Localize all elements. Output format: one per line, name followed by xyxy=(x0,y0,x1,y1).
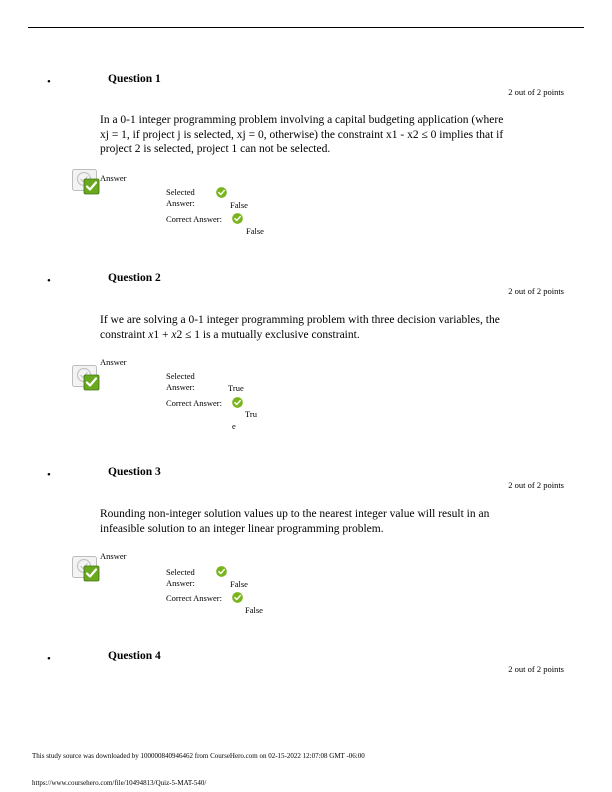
source-url-link[interactable]: https://www.coursehero.com/file/10494813/Quiz-5-MAT-540/ xyxy=(32,779,207,787)
answer-status-icon xyxy=(72,169,100,195)
question-text xyxy=(100,113,540,157)
question-text-line: constraint x1 + x2 ≤ 1 is a mutually exclusive constraint. xyxy=(100,328,360,341)
answer-label: Answer xyxy=(100,551,127,561)
question-points: 2 out of 2 points xyxy=(508,664,564,674)
question-text xyxy=(100,507,540,536)
question-text-line: infeasible solution to an integer linear programming problem. xyxy=(100,522,384,535)
selected-answer-label: Selected Answer: xyxy=(166,567,195,588)
top-rule xyxy=(28,27,584,28)
question-points: 2 out of 2 points xyxy=(508,87,564,97)
question-text-line: Rounding non-integer solution values up to the nearest integer value will result in an xyxy=(100,508,490,520)
correct-answer-label: Correct Answer: xyxy=(166,593,222,603)
correct-answer-value: False xyxy=(245,605,263,615)
correct-answer-label: Correct Answer: xyxy=(166,214,222,224)
correct-check-icon xyxy=(232,592,243,603)
selected-answer-label: Selected Answer: xyxy=(166,371,195,392)
bullet: • xyxy=(47,275,51,287)
selected-answer-value: True xyxy=(228,383,244,393)
question-text xyxy=(100,313,540,342)
answer-label: Answer xyxy=(100,357,127,367)
question-points: 2 out of 2 points xyxy=(508,480,564,490)
question-title: Question 4 xyxy=(108,650,161,662)
correct-check-icon xyxy=(216,187,227,198)
question-title: Question 1 xyxy=(108,73,161,85)
correct-check-icon xyxy=(216,566,227,577)
correct-answer-value-wrap: e xyxy=(232,421,236,431)
question-title: Question 3 xyxy=(108,466,161,478)
download-notice: This study source was downloaded by 100000840946462 from CourseHero.com on 02-15-2022 12:07:08 GMT -06:00 xyxy=(32,752,365,760)
correct-check-icon xyxy=(232,213,243,224)
correct-answer-value: False xyxy=(246,226,264,236)
bullet: • xyxy=(47,469,51,481)
correct-answer-value: Tru xyxy=(245,409,257,419)
answer-status-icon xyxy=(72,365,100,391)
selected-answer-value: False xyxy=(230,200,248,210)
selected-answer-label: Selected Answer: xyxy=(166,187,195,208)
bullet: • xyxy=(47,653,51,665)
question-title: Question 2 xyxy=(108,272,161,284)
question-points: 2 out of 2 points xyxy=(508,286,564,296)
bullet: • xyxy=(47,76,51,88)
correct-answer-label: Correct Answer: xyxy=(166,398,222,408)
answer-label: Answer xyxy=(100,173,127,183)
answer-status-icon xyxy=(72,556,100,582)
question-text-line: In a 0-1 integer programming problem involving a capital budgeting application (where xyxy=(100,114,504,126)
question-text-line: If we are solving a 0-1 integer programming problem with three decision variables, the xyxy=(100,314,500,326)
correct-check-icon xyxy=(232,397,243,408)
selected-answer-value: False xyxy=(230,579,248,589)
question-text-line: project 2 is selected, project 1 can not be selected. xyxy=(100,143,331,155)
question-text-line: xj = 1, if project j is selected, xj = 0, otherwise) the constraint x1 - x2 ≤ 0 implies that if xyxy=(100,128,504,141)
